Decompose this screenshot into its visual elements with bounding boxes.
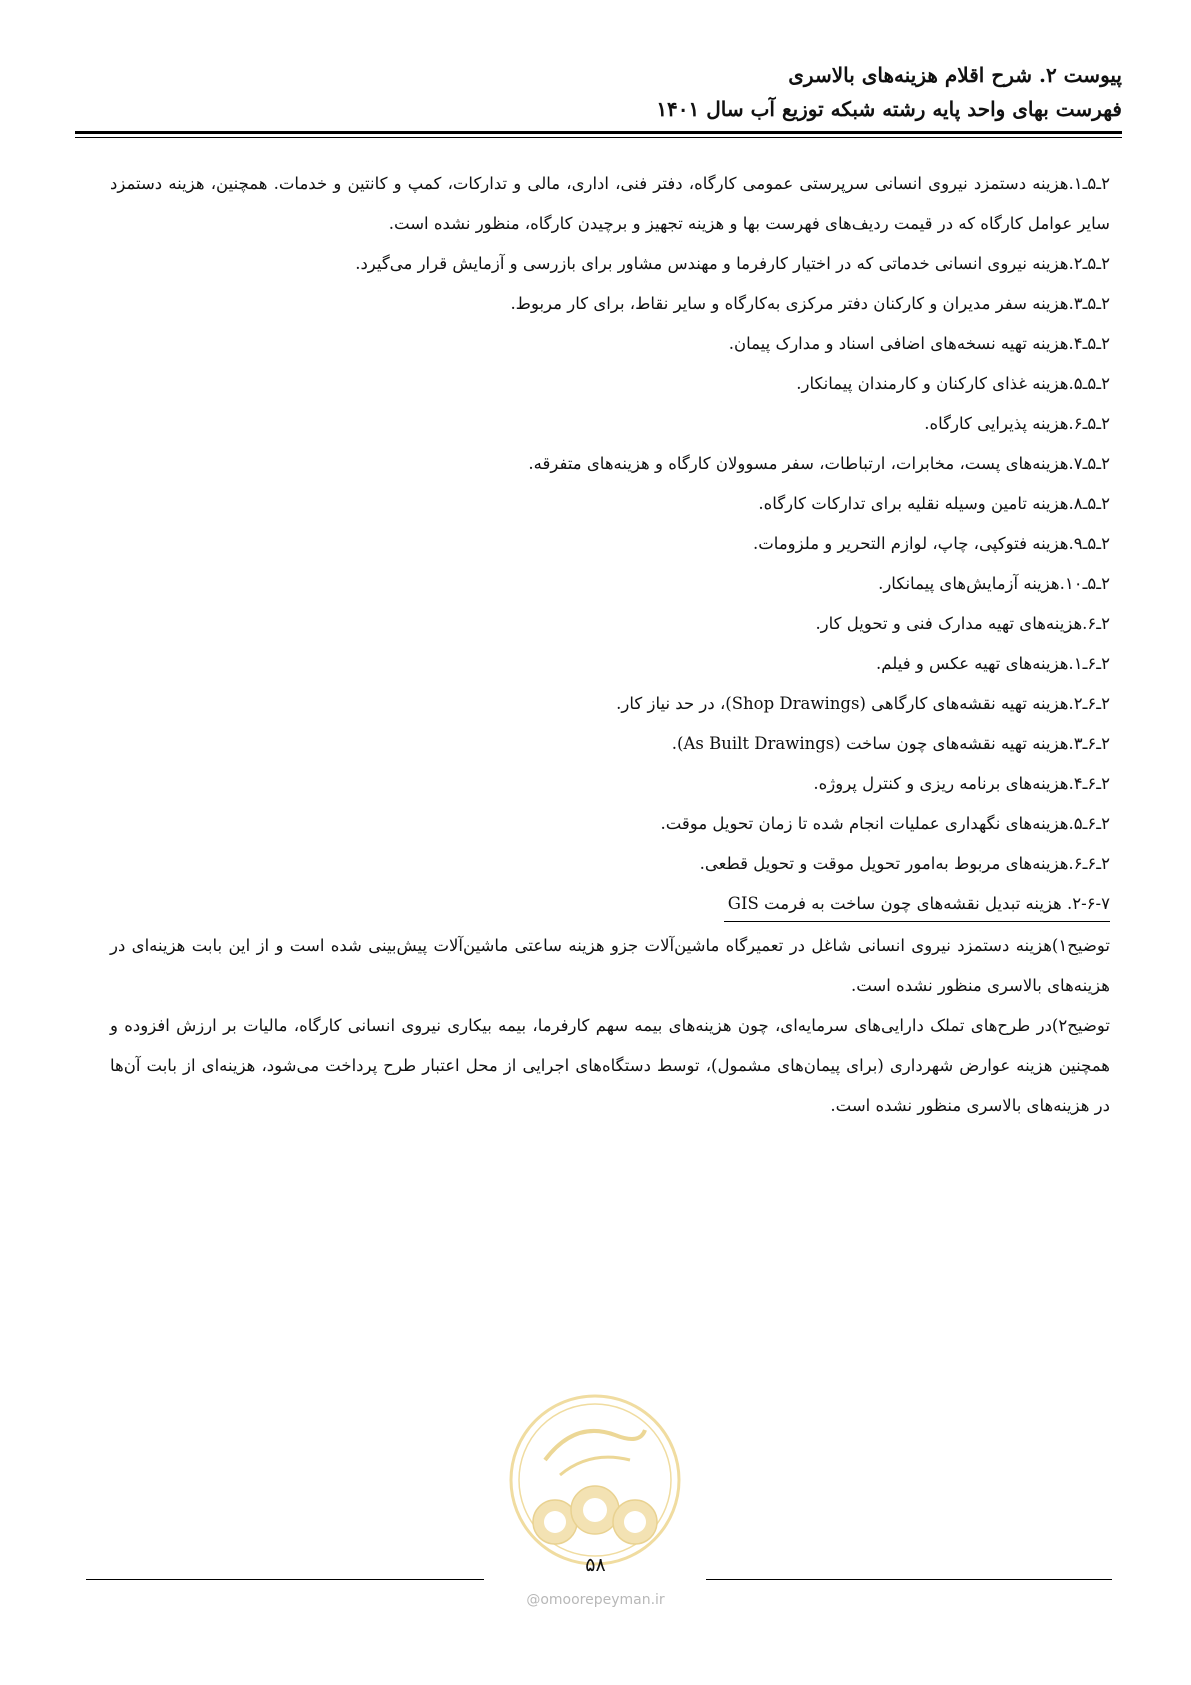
list-item: ۲ـ۶ـ۲.هزینه تهیه نقشه‌های کارگاهی (Shop Drawings)، در حد نیاز کار. [616, 694, 1110, 713]
footer-rule-left [86, 1579, 484, 1580]
list-item: ۲ـ۵ـ۱۰.هزینه آزمایش‌های پیمانکار. [878, 574, 1110, 593]
page-header [75, 58, 1122, 126]
list-item: ۲ـ۵ـ۳.هزینه سفر مدیران و کارکنان دفتر مرکزی به‌کارگاه و سایر نقاط، برای کار مربوط. [510, 294, 1110, 313]
page-number: ۵۸ [585, 1554, 606, 1576]
note-2: توضیح۲)در طرح‌های تملک دارایی‌های سرمایه‌ای، چون هزینه‌های بیمه سهم کارفرما، بیمه بیکاری نیروی انسانی کارگاه، مالیات بر ارزش افزوده و همچنین هزینه عوارض شهرداری (برای پیمان‌های مشمول)، توسط دستگاه‌های اجرایی از محل اعتبار طرح پرداخت می‌شود، هزینه‌ای از بابت آن‌ها در هزینه‌های بالاسری منظور نشده است. [110, 1016, 1110, 1115]
boxed-list-item: ۲-۶-۷. هزینه تبدیل نقشه‌های چون ساخت به فرمت GIS [724, 889, 1110, 922]
seal-logo-icon [505, 1390, 685, 1570]
note-1: توضیح۱)هزینه دستمزد نیروی انسانی شاغل در تعمیرگاه ماشین‌آلات جزو هزینه ساعتی ماشین‌آلات پیش‌بینی شده است و از این بابت هزینه‌ای در هزینه‌های بالاسری منظور نشده است. [110, 936, 1110, 995]
header-rule-thick [75, 131, 1122, 134]
footer-rule-right [706, 1579, 1112, 1580]
list-item: ۲ـ۶ـ۱.هزینه‌های تهیه عکس و فیلم. [876, 654, 1110, 673]
list-item: ۲ـ۵ـ۵.هزینه غذای کارکنان و کارمندان پیمانکار. [796, 374, 1110, 393]
list-item: ۲ـ۵ـ۲.هزینه نیروی انسانی خدماتی که در اختیار کارفرما و مهندس مشاور برای بازرسی و آزمایش قرار می‌گیرد. [355, 254, 1110, 273]
watermark: @omoorepeyman.ir [526, 1592, 665, 1608]
list-item: ۲ـ۶.هزینه‌های تهیه مدارک فنی و تحویل کار. [815, 614, 1110, 633]
list-item: ۲ـ۵ـ۸.هزینه تامین وسیله نقلیه برای تدارکات کارگاه. [758, 494, 1110, 513]
list-item: ۲ـ۶ـ۳.هزینه تهیه نقشه‌های چون ساخت (As Built Drawings). [671, 734, 1110, 753]
header-title: پیوست ۲. شرح اقلام هزینه‌های بالاسری [788, 63, 1122, 87]
list-item: ۲ـ۵ـ۶.هزینه پذیرایی کارگاه. [924, 414, 1110, 433]
list-item: ۲ـ۶ـ۵.هزینه‌های نگهداری عملیات انجام شده تا زمان تحویل موقت. [660, 814, 1110, 833]
list-item: ۲ـ۵ـ۴.هزینه تهیه نسخه‌های اضافی اسناد و مدارک پیمان. [728, 334, 1110, 353]
list-item: ۲ـ۵ـ۱.هزینه دستمزد نیروی انسانی سرپرستی عمومی کارگاه، دفتر فنی، اداری، مالی و تدارکات، کمپ و کانتین و خدمات. همچنین، هزینه دستمزد سایر عوامل کارگاه که در قیمت ردیف‌های فهرست بها و هزینه تجهیز و برچیدن کارگاه، منظور نشده است. [110, 174, 1110, 233]
list-item: ۲ـ۵ـ۹.هزینه فتوکپی، چاپ، لوازم التحریر و ملزومات. [753, 534, 1110, 553]
list-item: ۲ـ۶ـ۶.هزینه‌های مربوط به‌امور تحویل موقت و تحویل قطعی. [699, 854, 1110, 873]
list-item: ۲ـ۵ـ۷.هزینه‌های پست، مخابرات، ارتباطات، سفر مسوولان کارگاه و هزینه‌های متفرقه. [528, 454, 1110, 473]
document-body [110, 164, 1110, 1126]
list-item: ۲ـ۶ـ۴.هزینه‌های برنامه ریزی و کنترل پروژه. [813, 774, 1110, 793]
header-subtitle: فهرست بهای واحد پایه رشته شبکه توزیع آب سال ۱۴۰۱ [656, 97, 1122, 121]
header-rule-thin [75, 137, 1122, 138]
